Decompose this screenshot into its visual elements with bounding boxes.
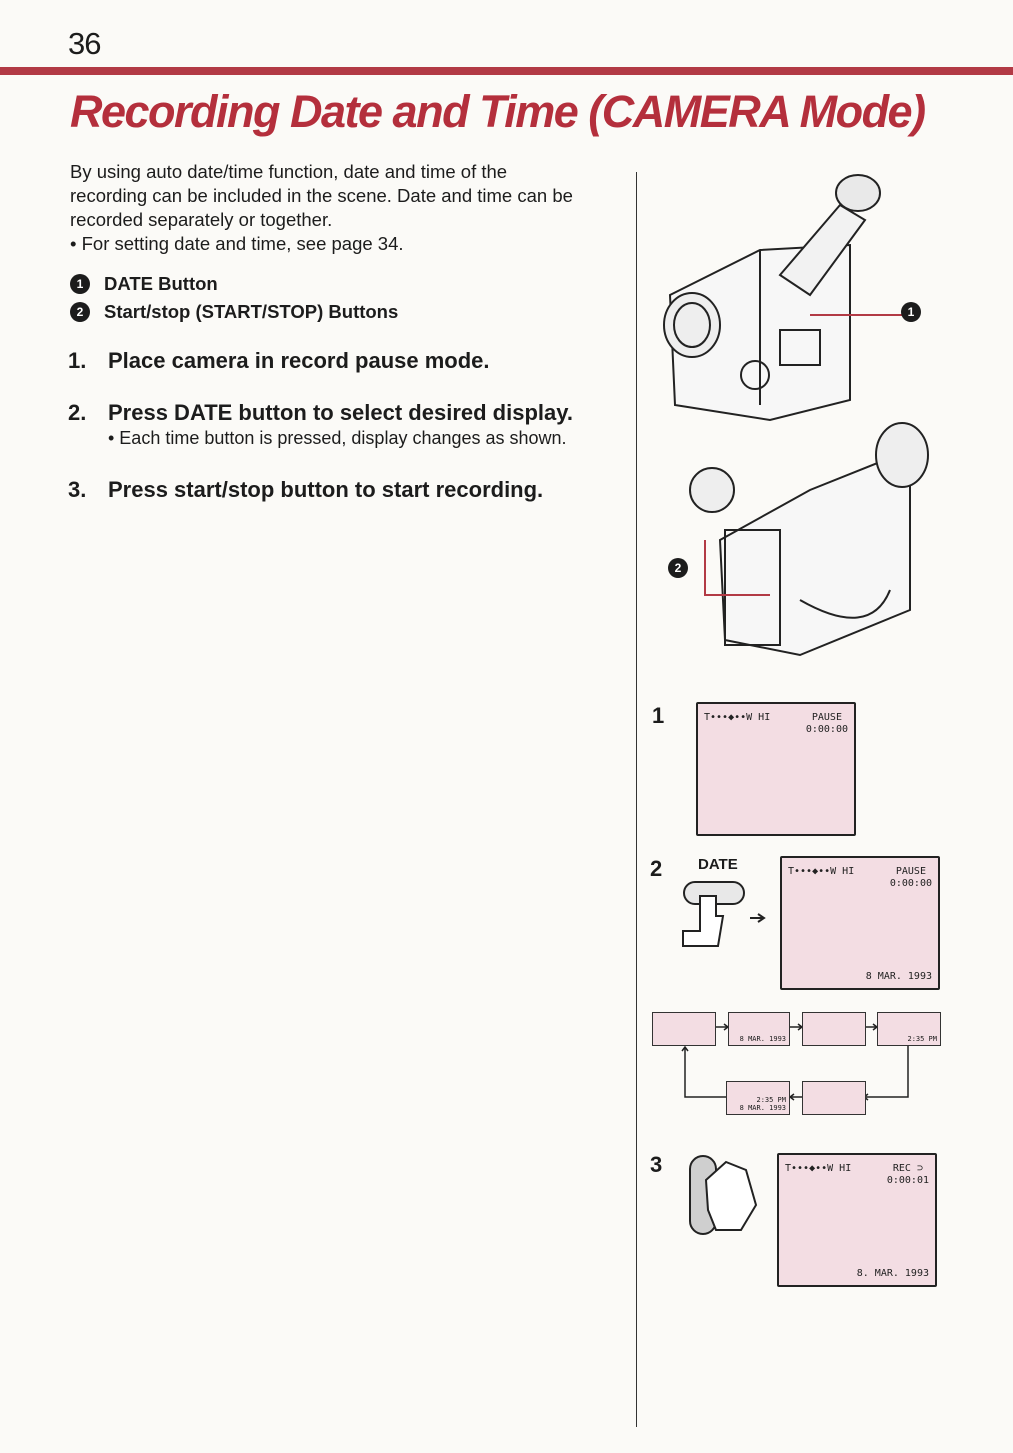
cycle-date: 8 MAR. 1993	[739, 1035, 786, 1043]
part-label: Start/stop (START/STOP) Buttons	[104, 301, 399, 322]
zoom-indicator: T•••◆••W HI	[788, 866, 855, 877]
camcorder-front-illustration	[650, 165, 920, 430]
mode-label: PAUSE	[811, 712, 842, 723]
figure-step-number: 1	[652, 703, 665, 728]
step-number: 2.	[68, 400, 87, 425]
status-block	[887, 1163, 929, 1187]
cycle-time: 2:35 PM	[907, 1035, 937, 1043]
tape-counter: 0:00:00	[805, 724, 848, 735]
part-item	[70, 270, 398, 298]
viewfinder-screen-3	[777, 1153, 937, 1287]
intro-note: • For setting date and time, see page 34.	[70, 233, 404, 254]
viewfinder-screen-2	[780, 856, 940, 990]
cycle-time-screen	[877, 1012, 941, 1046]
camcorder-side-illustration	[680, 410, 940, 660]
step-note: • Each time button is pressed, display changes as shown.	[108, 428, 567, 448]
page-title: Recording Date and Time (CAMERA Mode)	[70, 86, 925, 137]
number-badge: 1	[70, 274, 90, 294]
zoom-indicator: T•••◆••W HI	[704, 712, 771, 723]
number-badge: 2	[70, 302, 90, 322]
part-label: DATE Button	[104, 273, 218, 294]
page-number: 36	[68, 26, 101, 61]
figure-step-number: 3	[650, 1152, 663, 1177]
tape-counter: 0:00:00	[889, 878, 932, 889]
intro-text	[70, 160, 630, 256]
cycle-blank-screen	[652, 1012, 716, 1046]
cycle-date-time	[740, 1096, 786, 1112]
step-2	[68, 400, 573, 449]
date-button-label: DATE	[698, 856, 738, 873]
callout-1-badge: 1	[901, 302, 921, 322]
status-block	[890, 866, 932, 890]
header-rule	[0, 67, 1013, 75]
step-3	[68, 477, 543, 503]
mode-label: REC ⊃	[892, 1163, 923, 1174]
step-number: 1.	[68, 348, 87, 373]
viewfinder-screen-1	[696, 702, 856, 836]
step-number: 3.	[68, 477, 87, 502]
hand-pressing-start-stop-icon	[686, 1150, 766, 1240]
cycle-both-time: 2:35 PM	[756, 1096, 786, 1104]
part-item	[70, 298, 398, 326]
mode-label: PAUSE	[895, 866, 926, 877]
step-text: Press DATE button to select desired display.	[108, 400, 573, 425]
cycle-date-screen	[728, 1012, 790, 1046]
date-display: 8. MAR. 1993	[856, 1268, 929, 1279]
cycle-blank-screen-2	[802, 1012, 866, 1046]
parts-list	[70, 270, 398, 326]
cycle-blank-screen-3	[802, 1081, 866, 1115]
figure-step-number: 2	[650, 856, 663, 881]
step-text: Place camera in record pause mode.	[108, 348, 490, 373]
cycle-date-time-screen	[726, 1081, 790, 1115]
intro-line: By using auto date/time function, date and time of the	[70, 161, 508, 182]
cycle-both-date: 8 MAR. 1993	[739, 1104, 786, 1112]
column-divider	[636, 172, 637, 1427]
zoom-indicator: T•••◆••W HI	[785, 1163, 852, 1174]
step-text: Press start/stop button to start recording.	[108, 477, 544, 502]
finger-pressing-date-button-icon	[678, 876, 773, 956]
step-1	[68, 348, 490, 374]
tape-counter: 0:00:01	[886, 1175, 929, 1186]
date-display: 8 MAR. 1993	[865, 971, 932, 982]
intro-line: recording can be included in the scene. Date and time can be	[70, 185, 573, 206]
intro-line: recorded separately or together.	[70, 209, 333, 230]
callout-2-badge: 2	[668, 558, 688, 578]
status-block	[806, 712, 848, 736]
